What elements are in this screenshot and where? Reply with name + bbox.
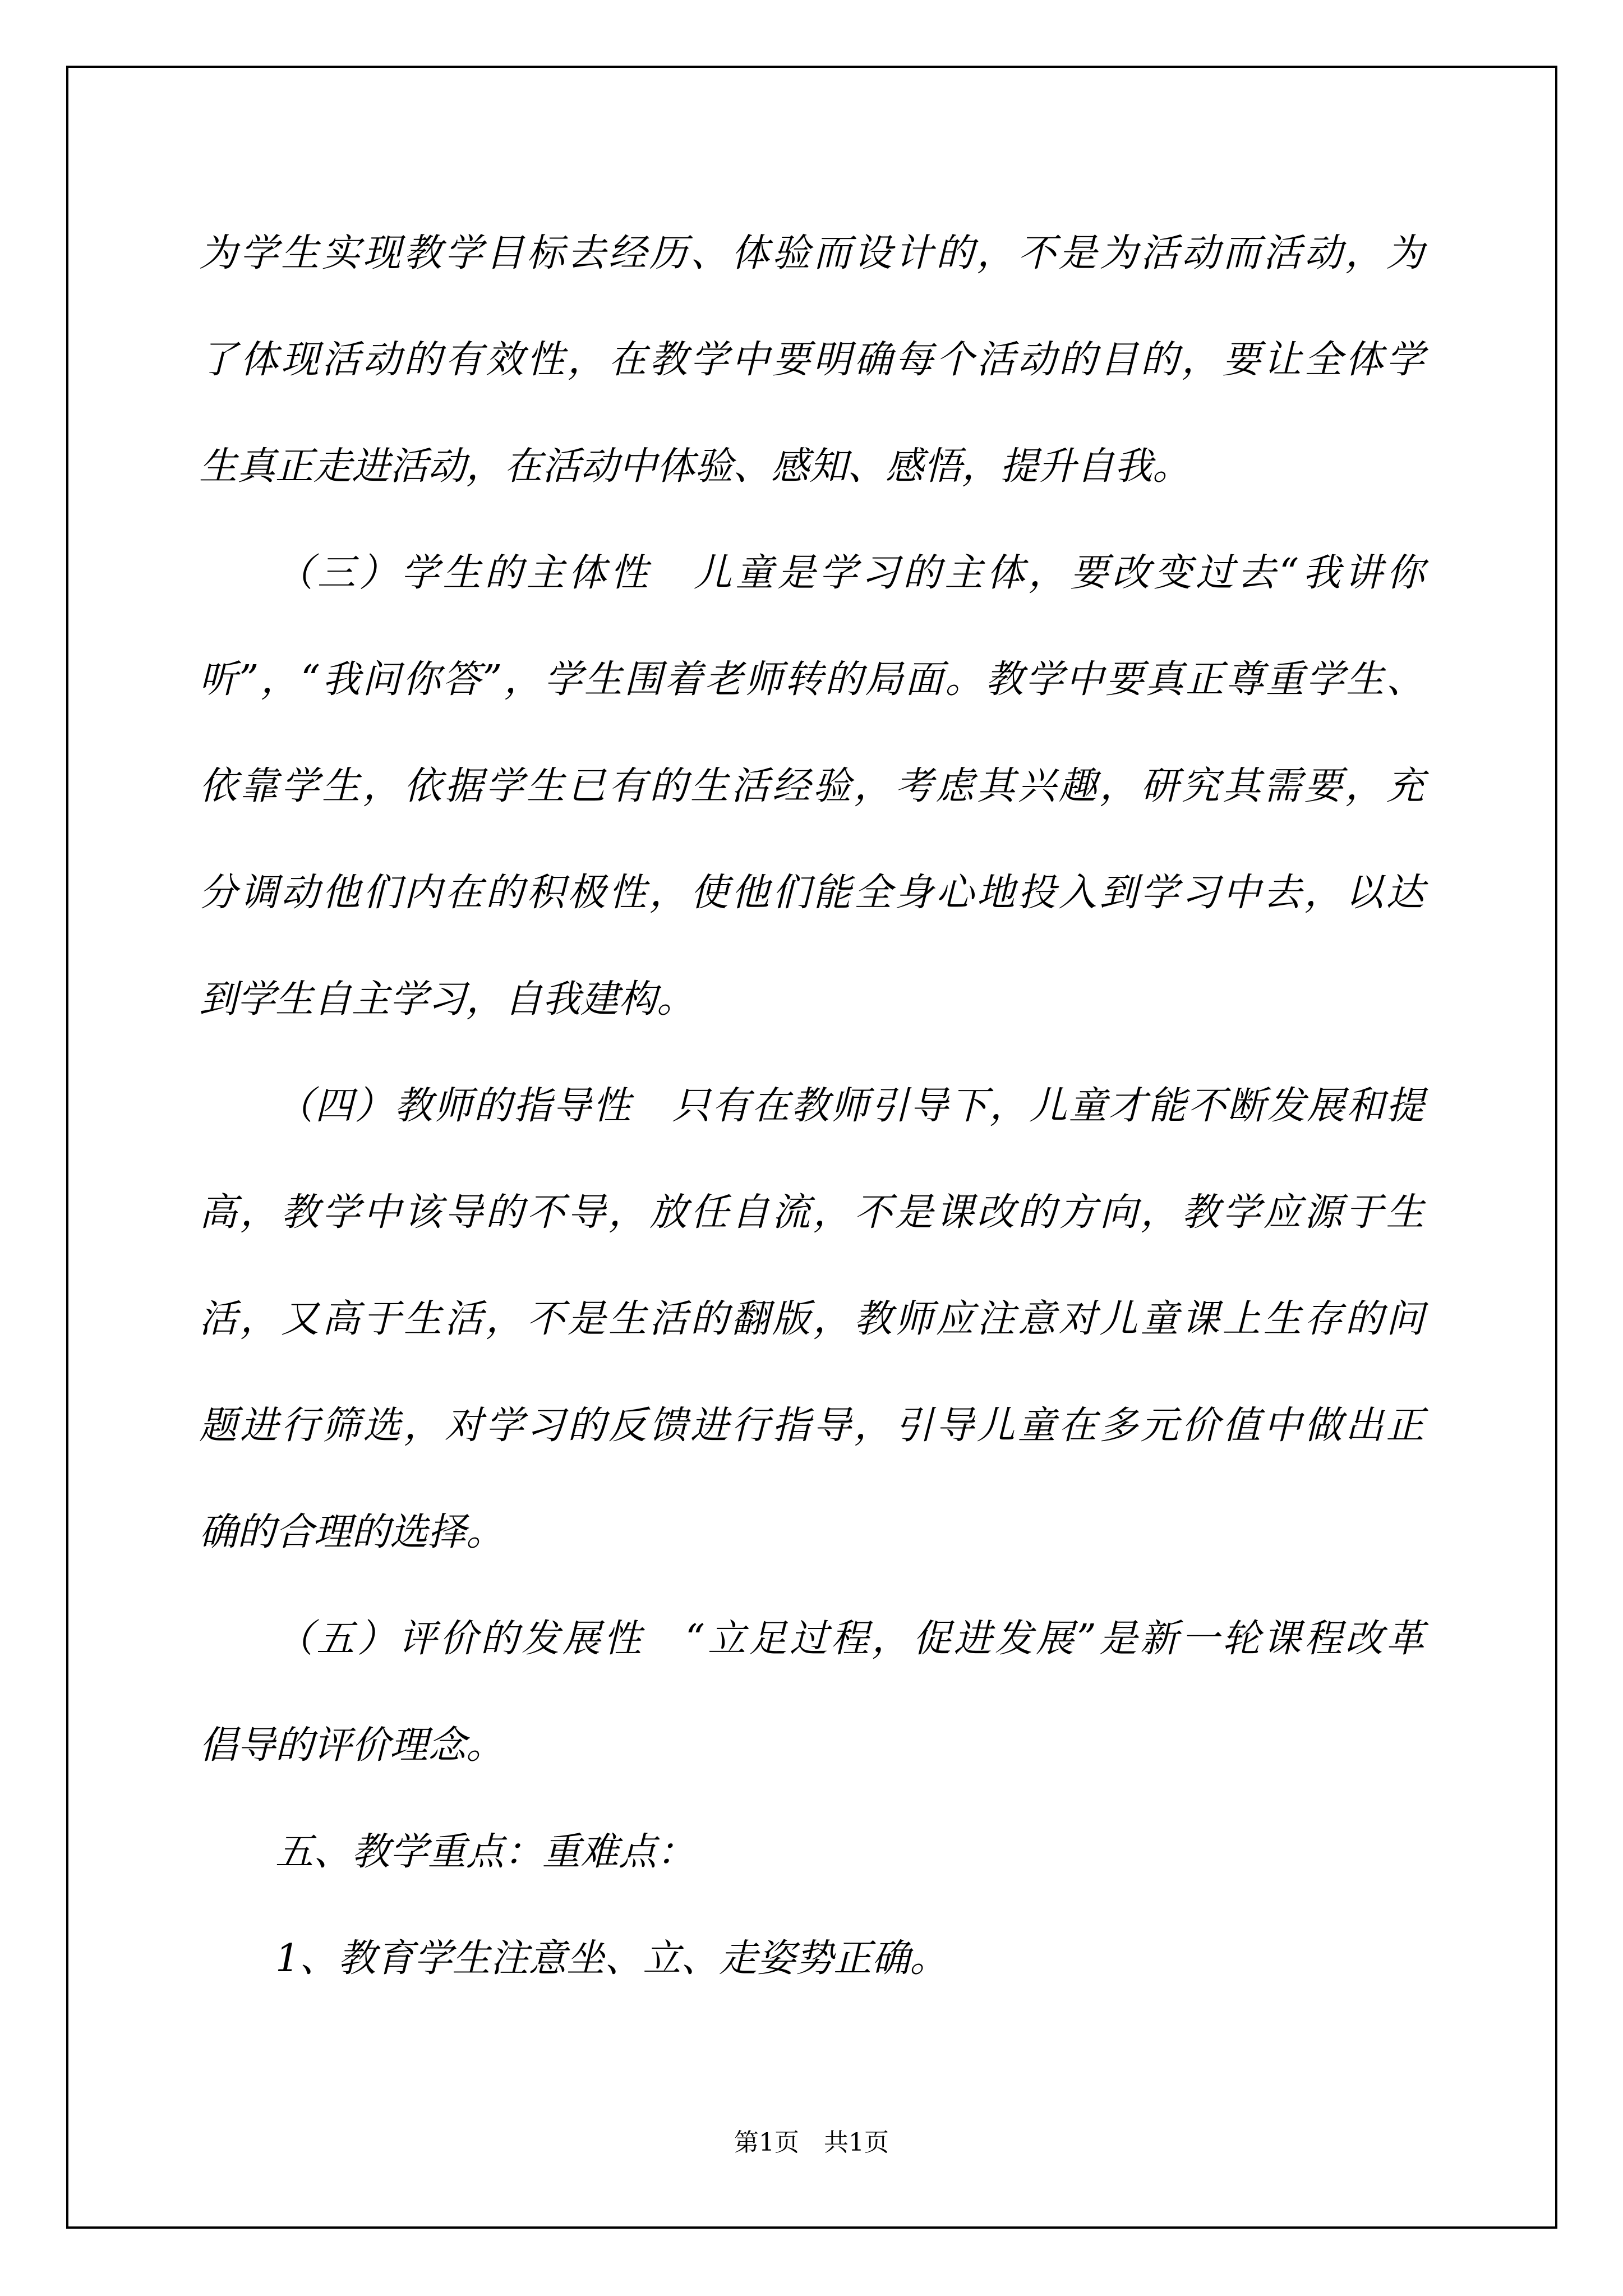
text-line: 题 进 行 筛 选 ， 对 学 习 的 反 馈 进 行 指 导 ， 引 导 儿 童 在 多 元 价 值 中 做 出 正 bbox=[199, 1404, 1424, 1448]
text-line: 为 学 生 实 现 教 学 目 标 去 经 历 、 体 验 而 设 计 的 ， 不 是 为 活 动 而 活 动 ， 为 bbox=[199, 231, 1424, 275]
text-line: 倡导的评价理念。 bbox=[199, 1723, 505, 1768]
text-line: 依 靠 学 生 ， 依 据 学 生 已 有 的 生 活 经 验 ， 考 虑 其 兴 趣 ， 研 究 其 需 要 ， 充 bbox=[199, 764, 1424, 808]
text-line: （ 五 ） 评 价 的 发 展 性 “ 立 足 过 程 ， 促 进 发 展 ” 是 新 一 轮 课 程 改 革 bbox=[275, 1617, 1424, 1661]
text-line: 生真正走进活动，在活动中体验、感知、感悟，提升自我。 bbox=[199, 444, 1191, 489]
page-footer: 第1页 共1页 bbox=[734, 2128, 889, 2157]
document-body bbox=[199, 200, 1424, 2012]
text-line: 确的合理的选择。 bbox=[199, 1510, 505, 1554]
text-line: （ 四 ） 教 师 的 指 导 性 只 有 在 教 师 引 导 下 ， 儿 童 才 能 不 断 发 展 和 提 bbox=[275, 1084, 1424, 1128]
text-line: 到学生自主学习，自我建构。 bbox=[199, 977, 695, 1022]
text-line: 五、教学重点：重难点： bbox=[275, 1830, 695, 1874]
text-line: 听 ” ， “ 我 问 你 答 ” ， 学 生 围 着 老 师 转 的 局 面 。 教 学 中 要 真 正 尊 重 学 生 、 bbox=[199, 657, 1424, 702]
text-line: 高 ， 教 学 中 该 导 的 不 导 ， 放 任 自 流 ， 不 是 课 改 的 方 向 ， 教 学 应 源 于 生 bbox=[199, 1190, 1424, 1235]
text-line: 1、教育学生注意坐、立、走姿势正确。 bbox=[275, 1936, 948, 1981]
text-line: 活 ， 又 高 于 生 活 ， 不 是 生 活 的 翻 版 ， 教 师 应 注 意 对 儿 童 课 上 生 存 的 问 bbox=[199, 1297, 1424, 1341]
text-line: （ 三 ） 学 生 的 主 体 性 儿 童 是 学 习 的 主 体 ， 要 改 变 过 去 “ 我 讲 你 bbox=[275, 551, 1424, 595]
text-line: 了 体 现 活 动 的 有 效 性 ， 在 教 学 中 要 明 确 每 个 活 动 的 目 的 ， 要 让 全 体 学 bbox=[199, 338, 1424, 382]
text-line: 分 调 动 他 们 内 在 的 积 极 性 ， 使 他 们 能 全 身 心 地 投 入 到 学 习 中 去 ， 以 达 bbox=[199, 871, 1424, 915]
